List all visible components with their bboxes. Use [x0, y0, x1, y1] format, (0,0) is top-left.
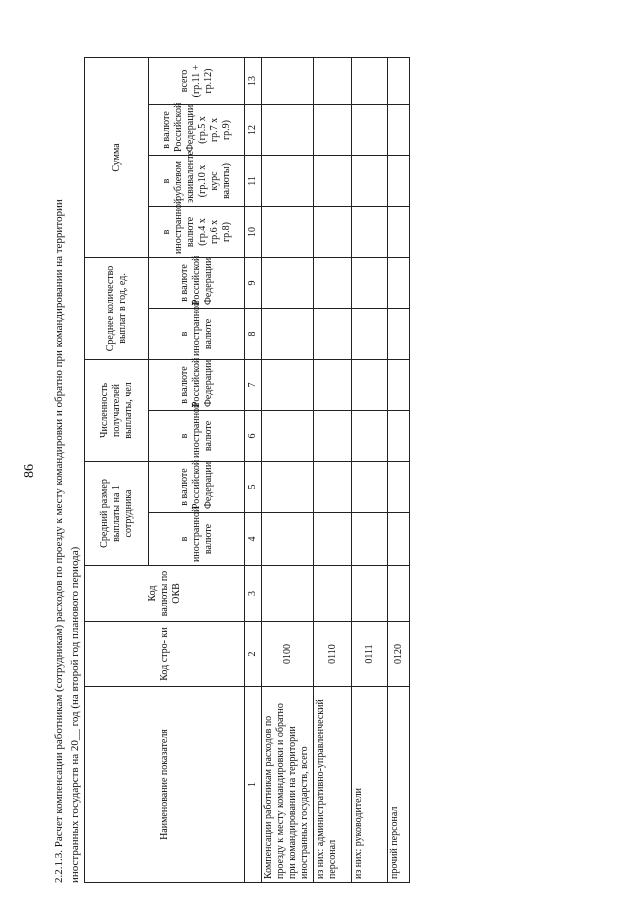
header-col7: в валюте Российской Федерации [149, 359, 245, 410]
page-number: 86 [22, 464, 37, 478]
header-avg-payment: Средний размер выплаты на 1 сотрудника [85, 461, 149, 565]
row-name: Компенсации работникам расходов по проезду к месту командировки и обратно при командировании на территории иностранных государств, всего [262, 687, 314, 883]
header-col13: всего (гр.11 + гр.12) [149, 57, 245, 104]
col-number: 13 [245, 57, 262, 104]
col-number: 3 [245, 566, 262, 622]
col-number: 12 [245, 104, 262, 155]
row-name: из них: руководители [352, 687, 388, 883]
table-row [262, 57, 314, 882]
column-number-row [245, 57, 262, 882]
col-number: 8 [245, 308, 262, 359]
header-col12: в валюте Российской Федерации (гр.5 x гр.7 x гр.9) [149, 104, 245, 155]
col-number: 6 [245, 410, 262, 461]
header-col10: в иностранной валюте (гр.4 x гр.6 x гр.8) [149, 206, 245, 257]
table-row [388, 57, 410, 882]
header-currency-code: Код валюты по ОКВ [85, 566, 245, 622]
header-col8: в иностранной валюте [149, 308, 245, 359]
col-number: 1 [245, 687, 262, 883]
table-row [352, 57, 388, 882]
header-sum: Сумма [85, 57, 149, 257]
header-recipients: Численность получателей выплаты, чел [85, 359, 149, 461]
col-number: 9 [245, 257, 262, 308]
header-code-line: Код стро- ки [85, 622, 245, 687]
compensation-table [84, 57, 410, 883]
col-number: 11 [245, 155, 262, 206]
row-name: из них: административно-управленческий персонал [314, 687, 352, 883]
header-col4: в иностранной валюте [149, 513, 245, 566]
header-col6: в иностранной валюте [149, 410, 245, 461]
col-number: 10 [245, 206, 262, 257]
row-code: 0111 [352, 622, 388, 687]
row-code: 0100 [262, 622, 314, 687]
table-title-line2: иностранных государств на 20__ год (на второй год планового периода) [69, 546, 81, 883]
col-number: 5 [245, 461, 262, 512]
header-col9: в валюте Российской Федерации [149, 257, 245, 308]
col-number: 2 [245, 622, 262, 687]
row-code: 0120 [388, 622, 410, 687]
table-title-line1: 2.2.1.3. Расчет компенсации работникам (сотрудникам) расходов по проезду к месту командировки и обратно при командировании на территории [53, 199, 65, 883]
header-avg-count: Среднее количество выплат в год, ед. [85, 257, 149, 359]
row-name: прочий персонал [388, 687, 410, 883]
col-number: 7 [245, 359, 262, 410]
col-number: 4 [245, 513, 262, 566]
table-row [314, 57, 352, 882]
header-col11: в рублевом эквиваленте (гр.10 x курс валюты) [149, 155, 245, 206]
header-name: Наименование показателя [85, 687, 245, 883]
row-code: 0110 [314, 622, 352, 687]
header-col5: в валюте Российской Федерации [149, 461, 245, 512]
